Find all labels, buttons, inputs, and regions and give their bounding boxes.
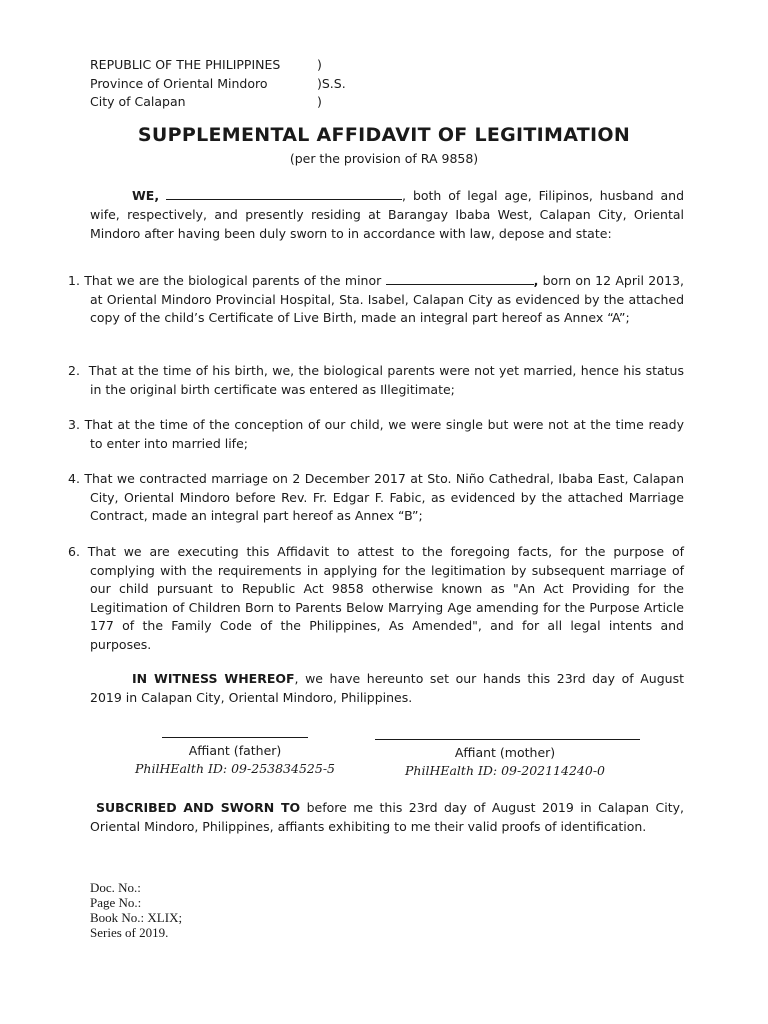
venue-republic: REPUBLIC OF THE PHILIPPINES xyxy=(90,57,281,72)
doc-no: Doc. No.: xyxy=(90,880,141,895)
book-no: Book No.: XLIX; xyxy=(90,910,183,925)
item-text: That we are executing this Affidavit to attest to the foregoing facts, for the purpose of complying with the requirements in applying for the legitimation by subsequent marriage of our child pursuant to Republic Act 9858 otherwise known as "An Act Providing for the Legitimation of Children Born to Parents Below Marrying Age amending for the Purpose Article 177 of the Family Code of the Philippines, As Amended", and for all legal intents and purposes. xyxy=(87,544,684,652)
sworn-paragraph xyxy=(90,798,684,836)
intro-we: WE, xyxy=(132,188,160,203)
witness-paragraph xyxy=(90,669,684,707)
item-text: born on 12 April 2013, at Oriental Mindoro Provincial Hospital, Sta. Isabel, Calapan City as evidenced by the attached copy of the child’s Certificate of Live Birth, made an integral part hereof as Annex “A”; xyxy=(90,273,685,325)
notary-block xyxy=(90,880,182,940)
item-comma: , xyxy=(533,273,539,288)
venue-block xyxy=(90,56,346,112)
list-item xyxy=(68,543,684,654)
venue-row-republic xyxy=(90,56,346,75)
venue-paren: ) xyxy=(317,94,322,109)
minor-name-blank xyxy=(386,272,534,285)
item-text: That at the time of the conception of our child, we were single but were not at the time ready to enter into married life; xyxy=(84,417,684,451)
father-philhealth-id: PhilHEalth ID: 09-253834525-5 xyxy=(134,761,335,776)
witness-text: , we have hereunto set our hands this 23rd day of August 2019 in Calapan City, Oriental Mindoro, Philippines. xyxy=(90,671,684,705)
item-number: 4. xyxy=(68,471,80,486)
document-subtitle: (per the provision of RA 9858) xyxy=(289,151,479,166)
series: Series of 2019. xyxy=(90,925,169,940)
item-text: That we contracted marriage on 2 December 2017 at Sto. Niño Cathedral, Ibaba East, Calapan City, Oriental Mindoro before Rev. Fr. Edgar F. Fabic, as evidenced by the attached Marriage Contract, made an integral part hereof as Annex “B”; xyxy=(84,471,684,523)
sworn-text: before me this 23rd day of August 2019 in Calapan City, Oriental Mindoro, Philippines, affiants exhibiting to me their valid proofs of identification. xyxy=(90,800,685,834)
list-item xyxy=(68,470,684,526)
mother-affiant-label: Affiant (mother) xyxy=(454,745,556,760)
item-text: That we are the biological parents of the minor xyxy=(84,273,382,288)
item-number: 6. xyxy=(68,544,80,559)
intro-paragraph xyxy=(90,186,684,243)
item-text: That at the time of his birth, we, the biological parents were not yet married, hence his status in the original birth certificate was entered as Illegitimate; xyxy=(88,363,684,397)
venue-paren: ) xyxy=(317,57,322,72)
mother-signature-line xyxy=(375,739,640,740)
document-title: SUPPLEMENTAL AFFIDAVIT OF LEGITIMATION xyxy=(137,124,631,146)
intro-text: , both of legal age, Filipinos, husband and wife, respectively, and presently residing at Barangay Ibaba West, Calapan City, Oriental Mindoro after having been duly sworn to in accordance with law, depose and state: xyxy=(90,188,685,241)
venue-row-city xyxy=(90,93,346,112)
father-affiant-label: Affiant (father) xyxy=(188,743,282,758)
sworn-heading: SUBCRIBED AND SWORN TO xyxy=(96,800,301,815)
page-no: Page No.: xyxy=(90,895,142,910)
item-number: 3. xyxy=(68,417,80,432)
mother-philhealth-id: PhilHEalth ID: 09-202114240-0 xyxy=(404,763,605,778)
item-number: 1. xyxy=(68,273,80,288)
venue-ss: )S.S. xyxy=(317,75,346,91)
venue-city: City of Calapan xyxy=(90,94,186,109)
witness-heading: IN WITNESS WHEREOF xyxy=(132,671,295,686)
list-item xyxy=(68,272,684,328)
venue-row-province xyxy=(90,75,346,94)
father-signature-line xyxy=(162,737,308,738)
item-number: 2. xyxy=(68,363,80,378)
list-item xyxy=(68,416,684,453)
list-item xyxy=(68,362,684,399)
names-blank xyxy=(166,187,402,200)
venue-province: Province of Oriental Mindoro xyxy=(90,75,268,91)
